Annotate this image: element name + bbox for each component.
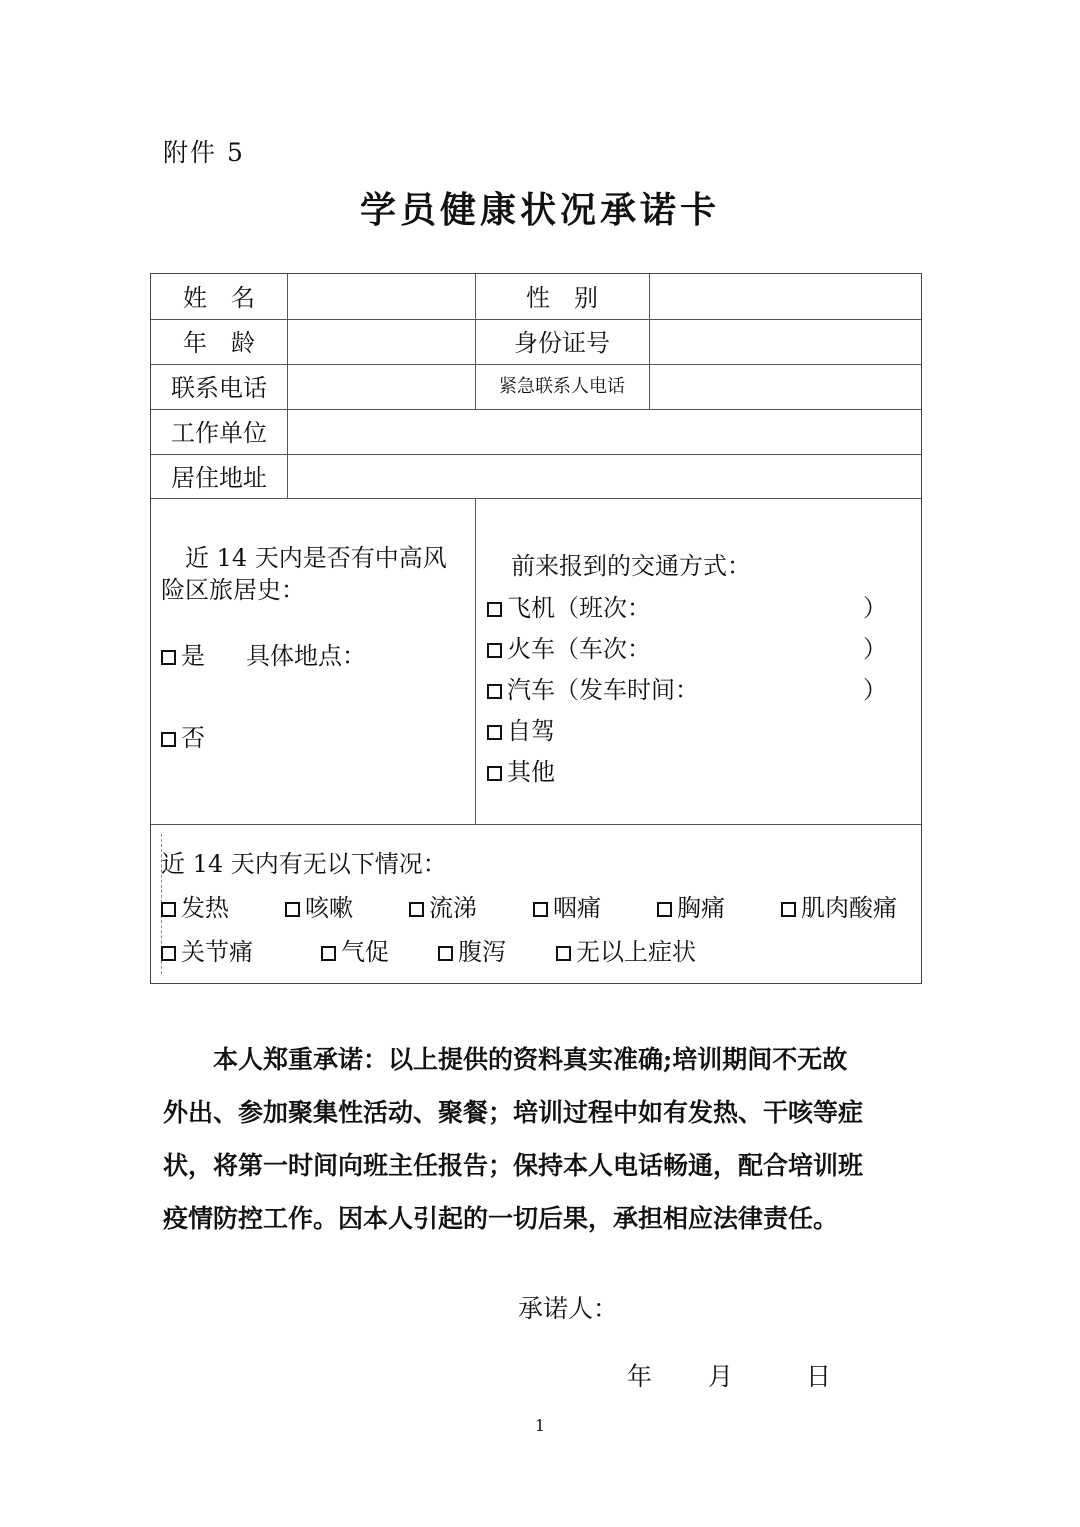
age-field[interactable] [289,321,473,362]
close-paren: ） [863,594,887,622]
checkbox-icon[interactable] [533,902,548,917]
symptom-option[interactable] [533,888,601,923]
work-unit-label: 工作单位 [171,419,267,447]
signature-field[interactable] [620,1286,900,1322]
travel-yes-option[interactable] [161,636,205,671]
checkbox-icon[interactable] [438,946,453,961]
transport-self-drive-option[interactable] [487,711,555,746]
emergency-phone-label: 紧急联系人电话 [499,376,625,397]
attachment-label: 附件 5 [163,138,245,167]
work-unit-field[interactable] [289,411,919,452]
checkbox-icon[interactable] [487,766,502,781]
symptom-option[interactable] [409,888,477,923]
transport-train-option[interactable] [487,629,651,664]
name-field[interactable] [289,276,473,317]
transport-bus-option[interactable] [487,670,699,705]
checkbox-icon[interactable] [487,725,502,740]
address-label: 居住地址 [171,464,267,492]
phone-label: 联系电话 [171,374,267,402]
symptom-label: 发热 [181,894,229,922]
symptom-label: 咳嗽 [305,894,353,922]
transport-bus-label: 汽车（发车时间： [507,676,699,704]
travel-history-question-line2: 险区旅居史： [161,576,305,604]
address-field[interactable] [289,456,919,496]
checkbox-icon[interactable] [321,946,336,961]
page-title: 学员健康状况承诺卡 [359,189,720,231]
date-month: 月 [708,1362,734,1391]
transport-other-option[interactable] [487,752,555,787]
transport-plane-label: 飞机（班次： [507,594,651,622]
pledge-line: 本人郑重承诺：以上提供的资料真实准确;培训期间不无故 [163,1045,848,1074]
pledge-line: 疫情防控工作。因本人引起的一切后果，承担相应法律责任。 [163,1204,839,1233]
transport-title: 前来报到的交通方式： [511,552,751,580]
pledge-paragraph [163,1033,918,1245]
id-number-label: 身份证号 [514,329,610,357]
signature-label: 承诺人： [518,1294,619,1323]
checkbox-icon[interactable] [487,684,502,699]
travel-yes-label: 是 [181,642,205,670]
date-year: 年 [627,1362,653,1391]
symptom-option[interactable] [657,888,725,923]
checkbox-icon[interactable] [161,946,176,961]
travel-location-label: 具体地点： [246,642,366,670]
symptom-label: 腹泻 [458,938,506,966]
symptom-option[interactable] [321,932,389,967]
id-number-field[interactable] [651,321,919,362]
pledge-line: 状，将第一时间向班主任报告；保持本人电话畅通，配合培训班 [163,1151,864,1180]
travel-history-question-line1: 近 14 天内是否有中高风 [185,544,447,572]
symptom-option[interactable] [438,932,506,967]
checkbox-icon[interactable] [161,650,176,665]
checkbox-icon[interactable] [285,902,300,917]
page-number: 1 [534,1416,546,1435]
transport-train-label: 火车（车次： [507,635,651,663]
symptom-label: 气促 [341,938,389,966]
checkbox-icon[interactable] [657,902,672,917]
emergency-phone-field[interactable] [651,366,919,407]
symptoms-title: 近 14 天内有无以下情况： [161,850,447,878]
pledge-line: 外出、参加聚集性活动、聚餐；培训过程中如有发热、干咳等症 [163,1098,864,1127]
close-paren: ） [863,635,887,663]
age-label: 年 龄 [183,329,255,357]
symptom-option[interactable] [781,888,897,923]
checkbox-icon[interactable] [161,902,176,917]
checkbox-icon[interactable] [487,602,502,617]
gender-field[interactable] [651,276,919,317]
checkbox-icon[interactable] [161,732,176,747]
symptom-label: 胸痛 [677,894,725,922]
symptom-label: 无以上症状 [576,938,696,966]
checkbox-icon[interactable] [487,643,502,658]
symptom-option[interactable] [556,932,696,967]
checkbox-icon[interactable] [409,902,424,917]
phone-field[interactable] [289,366,473,407]
health-form-table [150,273,922,984]
checkbox-icon[interactable] [781,902,796,917]
symptom-label: 流涕 [429,894,477,922]
date-day: 日 [806,1362,832,1391]
transport-self-drive-label: 自驾 [507,717,555,745]
symptom-label: 肌肉酸痛 [801,894,897,922]
travel-no-label: 否 [181,724,205,752]
symptom-label: 咽痛 [553,894,601,922]
symptom-option[interactable] [285,888,353,923]
symptom-label: 关节痛 [181,938,253,966]
travel-no-option[interactable] [161,718,205,753]
symptom-option[interactable] [161,888,229,923]
close-paren: ） [863,676,887,704]
symptom-option[interactable] [161,932,253,967]
name-label: 姓 名 [183,284,255,312]
transport-other-label: 其他 [507,758,555,786]
transport-plane-option[interactable] [487,588,651,623]
checkbox-icon[interactable] [556,946,571,961]
gender-label: 性 别 [526,284,598,312]
